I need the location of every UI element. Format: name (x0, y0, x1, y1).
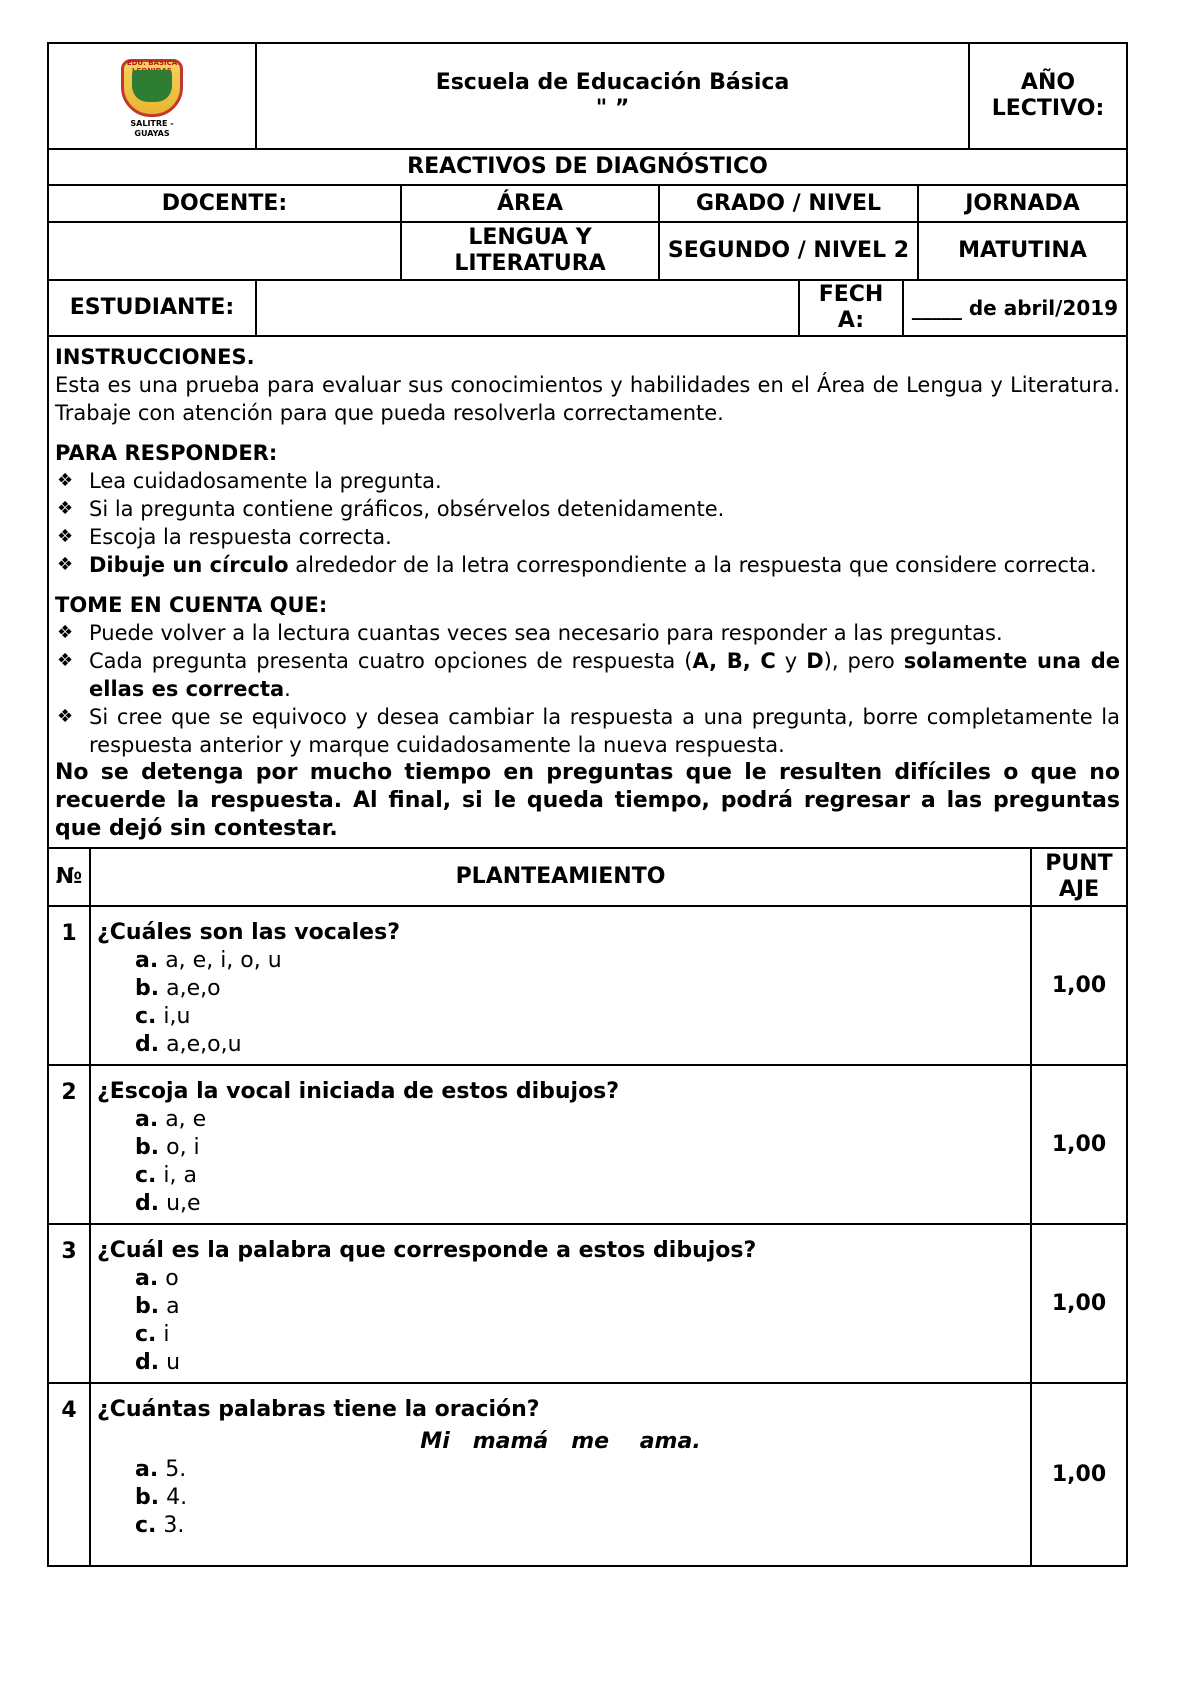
option-text: u,e (166, 1191, 201, 1216)
option-letter: c. (135, 1004, 157, 1029)
option-letter: d. (135, 1350, 160, 1375)
answer-option[interactable] (97, 1190, 1024, 1218)
question-number: 3 (48, 1224, 90, 1383)
diagnostic-sheet (47, 42, 1128, 1567)
instructions-table (47, 335, 1128, 849)
answer-option[interactable] (97, 975, 1024, 1003)
option-letter: d. (135, 1191, 160, 1216)
answer-option[interactable] (97, 1003, 1024, 1031)
grado-value: SEGUNDO / NIVEL 2 (659, 222, 918, 280)
option-text: o (165, 1266, 179, 1291)
info-table (47, 184, 1128, 281)
grado-label: GRADO / NIVEL (659, 185, 918, 222)
answer-option[interactable] (97, 1106, 1024, 1134)
answer-option[interactable] (97, 1512, 1024, 1540)
fecha-value: _____ de abril/2019 (903, 280, 1127, 336)
responder-title: PARA RESPONDER: (55, 441, 278, 465)
question-cell (90, 906, 1031, 1065)
question-text: ¿Escoja la vocal iniciada de estos dibujos? (97, 1079, 620, 1104)
answer-option[interactable] (97, 1293, 1024, 1321)
logo-cell (48, 43, 256, 149)
question-score: 1,00 (1031, 1224, 1127, 1383)
option-text: a, e (165, 1107, 207, 1132)
area-value: LENGUA Y LITERATURA (401, 222, 659, 280)
question-cell (90, 1224, 1031, 1383)
option-text: 4. (166, 1485, 188, 1510)
shield-icon: EDU. BASICA (121, 59, 183, 117)
school-quotes: " ” (595, 96, 630, 121)
instructions-cell (48, 336, 1127, 848)
question-cell (90, 1065, 1031, 1224)
list-item: ❖ Dibuje un círculo alrededor de la letra correspondiente a la respuesta que considere correcta. (89, 551, 1120, 579)
estudiante-label: ESTUDIANTE: (48, 280, 256, 336)
answer-option[interactable] (97, 1134, 1024, 1162)
answer-option[interactable] (97, 1031, 1024, 1059)
school-name: Escuela de Educación Básica (435, 70, 790, 95)
option-letter: c. (135, 1513, 157, 1538)
questions-table (47, 847, 1128, 1567)
option-letter: a. (135, 1266, 159, 1291)
question-sentence: Mi mamá me ama. (420, 1429, 701, 1454)
table-row (48, 1383, 1127, 1566)
option-letter: c. (135, 1322, 157, 1347)
option-text: u (166, 1350, 181, 1375)
num-header: № (48, 848, 90, 906)
option-text: 3. (163, 1513, 185, 1538)
responder-list (55, 467, 1120, 579)
instructions-title: INSTRUCCIONES. (55, 345, 255, 369)
student-table (47, 279, 1128, 337)
option-text: a,e,o,u (166, 1032, 242, 1057)
option-letter: d. (135, 1032, 160, 1057)
question-score: 1,00 (1031, 1383, 1127, 1566)
header-table (47, 42, 1128, 150)
question-text: ¿Cuál es la palabra que corresponde a estos dibujos? (97, 1238, 757, 1263)
title-table (47, 148, 1128, 186)
option-text: o, i (166, 1135, 200, 1160)
planteamiento-header: PLANTEAMIENTO (90, 848, 1031, 906)
option-letter: a. (135, 1457, 159, 1482)
list-item: ❖ Si la pregunta contiene gráficos, obsérvelos detenidamente. (89, 495, 1120, 523)
list-item: ❖ Si cree que se equivoco y desea cambiar la respuesta a una pregunta, borre completamente la respuesta anterior y marque cuidadosamente la nueva respuesta. (89, 703, 1120, 759)
list-item: ❖ Lea cuidadosamente la pregunta. (89, 467, 1120, 495)
list-item: ❖ Cada pregunta presenta cuatro opciones de respuesta (A, B, C y D), pero solamente una de ellas es correcta. (89, 647, 1120, 703)
question-cell (90, 1383, 1031, 1566)
school-logo: EDU. BASICA SALITRE - GUAYAS (119, 59, 185, 133)
question-number: 4 (48, 1383, 90, 1566)
page-title: REACTIVOS DE DIAGNÓSTICO (48, 149, 1127, 185)
docente-value[interactable] (48, 222, 401, 280)
list-item: ❖ Escoja la respuesta correcta. (89, 523, 1120, 551)
question-text: ¿Cuáles son las vocales? (97, 920, 400, 945)
option-text: i, a (163, 1163, 197, 1188)
option-letter: b. (135, 1485, 160, 1510)
jornada-label: JORNADA (918, 185, 1127, 222)
answer-option[interactable] (97, 1484, 1024, 1512)
question-score: 1,00 (1031, 906, 1127, 1065)
option-letter: a. (135, 1107, 159, 1132)
question-number: 1 (48, 906, 90, 1065)
instructions-intro: Esta es una prueba para evaluar sus conocimientos y habilidades en el Área de Lengua y Literatura. Trabaje con atención para que pueda resolverla correctamente. (55, 373, 1120, 425)
docente-label: DOCENTE: (48, 185, 401, 222)
jornada-value: MATUTINA (918, 222, 1127, 280)
instructions-closing: No se detenga por mucho tiempo en preguntas que le resulten difíciles o que no recuerde la respuesta. Al final, si le queda tiempo, podrá regresar a las preguntas que dejó sin contestar. (55, 760, 1120, 841)
option-text: i (163, 1322, 170, 1347)
answer-option[interactable] (97, 1265, 1024, 1293)
question-number: 2 (48, 1065, 90, 1224)
answer-option[interactable] (97, 1456, 1024, 1484)
question-text: ¿Cuántas palabras tiene la oración? (97, 1397, 540, 1422)
question-score: 1,00 (1031, 1065, 1127, 1224)
option-letter: b. (135, 1294, 160, 1319)
tome-title: TOME EN CUENTA QUE: (55, 593, 328, 617)
option-text: a (166, 1294, 180, 1319)
table-row (48, 1224, 1127, 1383)
option-text: i,u (163, 1004, 191, 1029)
option-text: a, e, i, o, u (165, 948, 282, 973)
year-label: AÑO LECTIVO: (969, 43, 1127, 149)
option-letter: c. (135, 1163, 157, 1188)
puntaje-header: PUNT AJE (1031, 848, 1127, 906)
option-letter: b. (135, 1135, 160, 1160)
list-item: ❖ Puede volver a la lectura cuantas veces sea necesario para responder a las preguntas. (89, 619, 1120, 647)
estudiante-field[interactable] (256, 280, 799, 336)
answer-option[interactable] (97, 1349, 1024, 1377)
answer-option[interactable] (97, 947, 1024, 975)
option-text: a,e,o (166, 976, 221, 1001)
option-text: 5. (165, 1457, 187, 1482)
area-label: ÁREA (401, 185, 659, 222)
tome-list (55, 619, 1120, 759)
table-row (48, 1065, 1127, 1224)
option-letter: a. (135, 948, 159, 973)
fecha-label: FECH A: (799, 280, 903, 336)
answer-option[interactable] (97, 1162, 1024, 1190)
table-row (48, 906, 1127, 1065)
school-name-cell (256, 43, 969, 149)
answer-option[interactable] (97, 1321, 1024, 1349)
option-letter: b. (135, 976, 160, 1001)
